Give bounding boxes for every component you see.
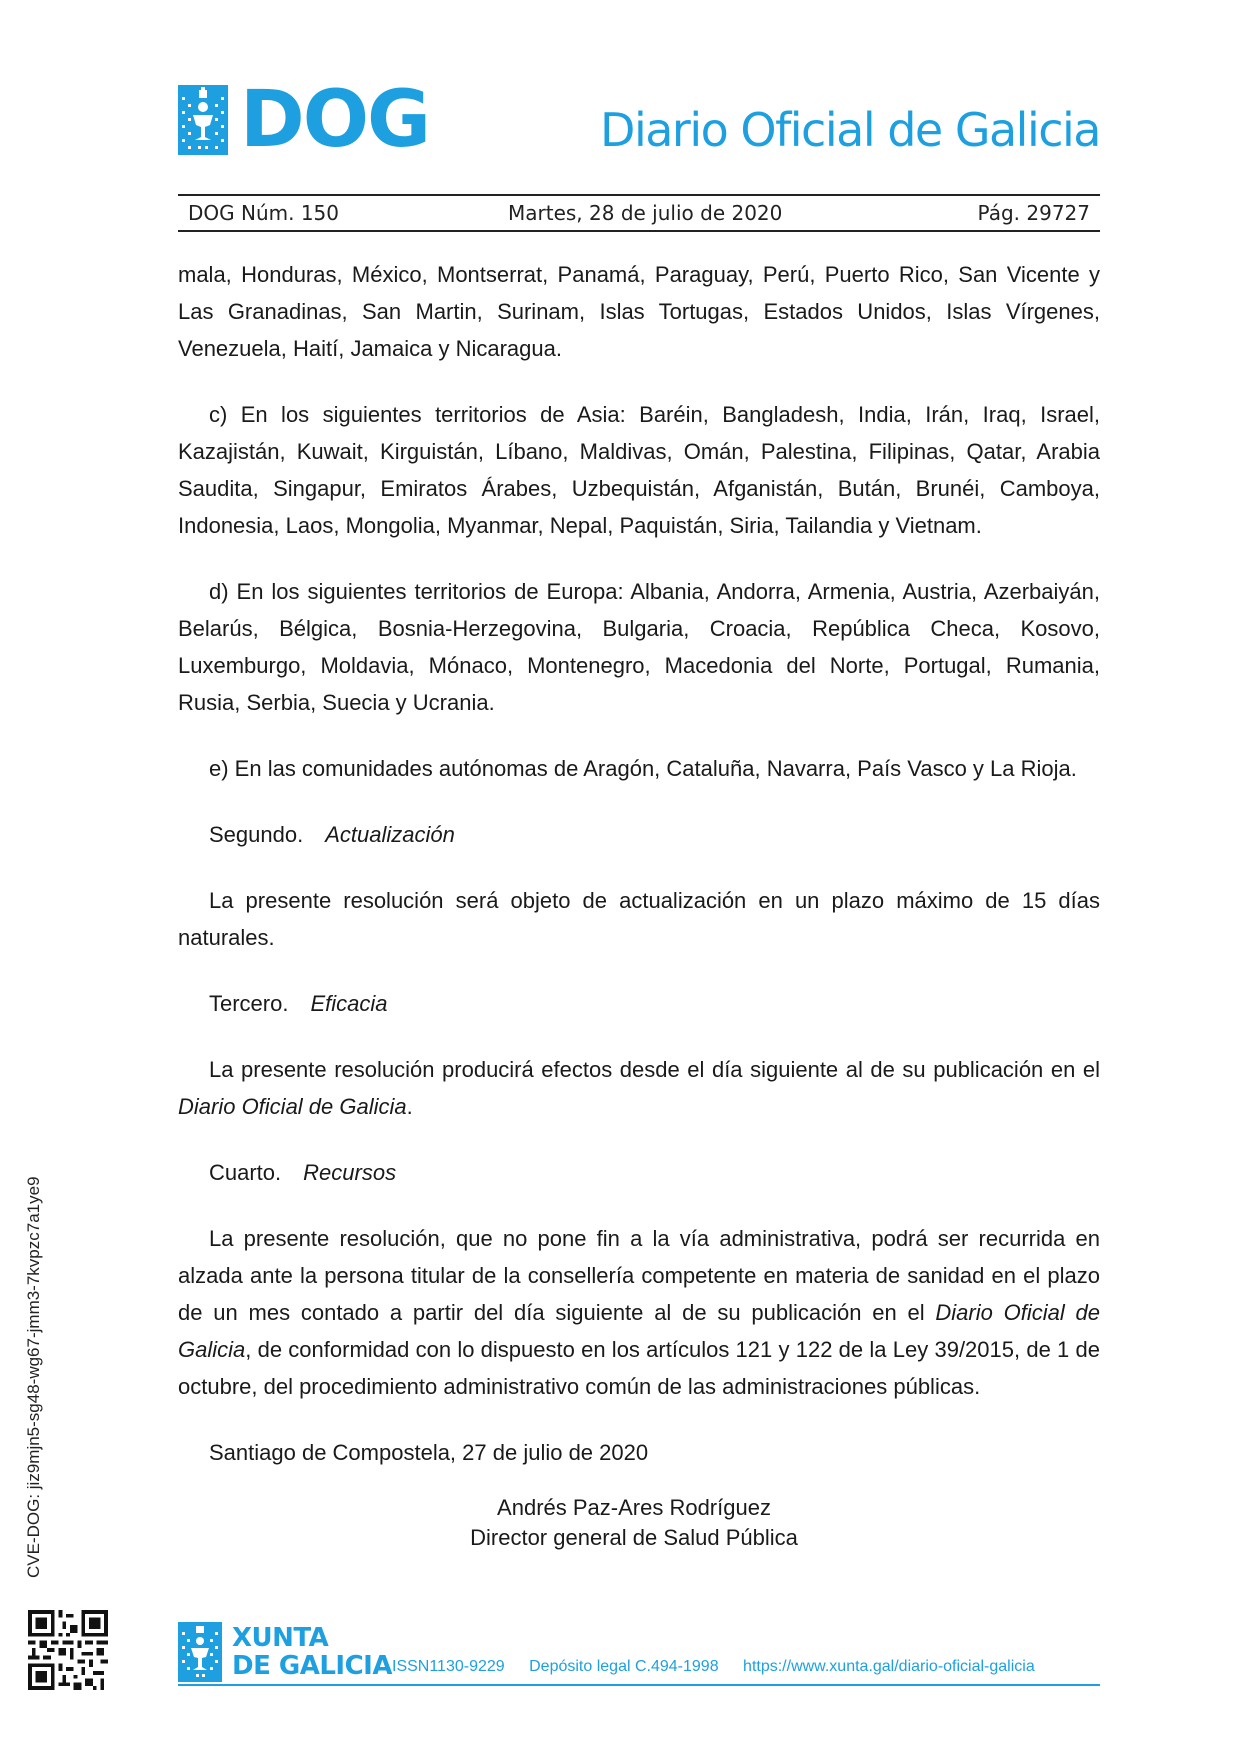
section-heading-third	[178, 985, 1100, 1022]
xunta-line-1: XUNTA	[232, 1623, 329, 1653]
signer-role: Director general de Salud Pública	[470, 1525, 798, 1550]
signature-block	[168, 1493, 1100, 1553]
xunta-logo-text	[232, 1624, 392, 1680]
issue-date: Martes, 28 de julio de 2020	[508, 201, 783, 225]
journal-title: Diario Oficial de Galicia	[600, 103, 1100, 157]
galicia-coat-of-arms-icon	[178, 1622, 222, 1682]
section-heading-second	[178, 816, 1100, 853]
footer-info	[392, 1658, 1035, 1676]
qr-code-icon	[28, 1610, 108, 1690]
paragraph-asia: c) En los siguientes territorios de Asia: Baréin, Bangladesh, India, Irán, Iraq, Israel, Kazajistán, Kuwait, Kirguistán, Líbano, Maldivas, Omán, Palestina, Filipinas, Qatar, Arabia Saudita, Singapur, Emiratos Árabes, Uzbequistán, Afganistán, Bután, Brunéi, Camboya, Indonesia, Laos, Mongolia, Myanmar, Nepal, Paquistán, Siria, Tailandia y Vietnam.	[178, 402, 1100, 538]
place-date: Santiago de Compostela, 27 de julio de 2020	[209, 1440, 649, 1465]
section-heading-fourth	[178, 1154, 1100, 1191]
footer-divider	[178, 1684, 1100, 1686]
heading-label: Segundo.	[209, 822, 304, 847]
page-number: Pág. 29727	[977, 201, 1090, 225]
heading-title: Eficacia	[310, 991, 388, 1016]
text-run: .	[406, 1094, 413, 1119]
paragraph-efficacy	[178, 1051, 1100, 1125]
text-run: , de conformidad con lo dispuesto en los artículos 121 y 122 de la Ley 39/2015, de 1 de octubre, del procedimiento administrativo común de las administraciones públicas.	[178, 1337, 1100, 1399]
legal-deposit: Depósito legal C.494-1998	[529, 1658, 719, 1675]
dog-logo	[178, 75, 430, 165]
paragraph-update: La presente resolución será objeto de actualización en un plazo máximo de 15 días naturales.	[178, 888, 1100, 950]
paragraph-europe: d) En los siguientes territorios de Europa: Albania, Andorra, Armenia, Austria, Azerbaiyán, Belarús, Bélgica, Bosnia-Herzegovina, Bulgaria, Croacia, República Checa, Kosovo, Luxemburgo, Moldavia, Mónaco, Montenegro, Macedonia del Norte, Portugal, Rumania, Rusia, Serbia, Suecia y Ucrania.	[178, 579, 1100, 715]
issue-bar	[178, 194, 1100, 232]
cve-code: CVE-DOG: jiz9mjn5-sg48-wg67-jmm3-7kvpzc7a1ye9	[24, 1176, 43, 1578]
text-run: La presente resolución producirá efectos desde el día siguiente al de su publicación en el	[209, 1057, 1100, 1082]
galicia-coat-of-arms-icon	[178, 85, 228, 155]
heading-label: Cuarto.	[209, 1160, 282, 1185]
heading-label: Tercero.	[209, 991, 289, 1016]
paragraph-appeals	[178, 1220, 1100, 1405]
paragraph-spain: e) En las comunidades autónomas de Aragón, Cataluña, Navarra, País Vasco y La Rioja.	[209, 756, 1077, 781]
signer-name: Andrés Paz-Ares Rodríguez	[497, 1495, 771, 1520]
dog-logo-text: DOG	[240, 75, 430, 165]
issn: ISSN1130-9229	[392, 1658, 505, 1675]
journal-url-link[interactable]: https://www.xunta.gal/diario-oficial-galicia	[743, 1658, 1035, 1675]
paragraph-intro: mala, Honduras, México, Montserrat, Panamá, Paraguay, Perú, Puerto Rico, San Vicente y Las Granadinas, San Martin, Surinam, Islas Tortugas, Estados Unidos, Islas Vírgenes, Venezuela, Haití, Jamaica y Nicaragua.	[178, 262, 1100, 361]
text-run: La presente resolución, que no pone fin a la vía administrativa, podrá ser recurrida en alzada ante la persona titular de la consellería competente en materia de sanidad en el plazo de un mes contado a partir del día siguiente al de su publicación en el	[178, 1226, 1100, 1325]
xunta-line-2: DE GALICIA	[232, 1651, 392, 1681]
heading-title: Recursos	[303, 1160, 397, 1185]
journal-name-italic: Diario Oficial de Galicia	[178, 1300, 1101, 1362]
heading-title: Actualización	[325, 822, 455, 847]
journal-name-italic: Diario Oficial de Galicia	[178, 1094, 407, 1119]
document-body	[178, 256, 1100, 1553]
issue-number: DOG Núm. 150	[188, 201, 340, 225]
